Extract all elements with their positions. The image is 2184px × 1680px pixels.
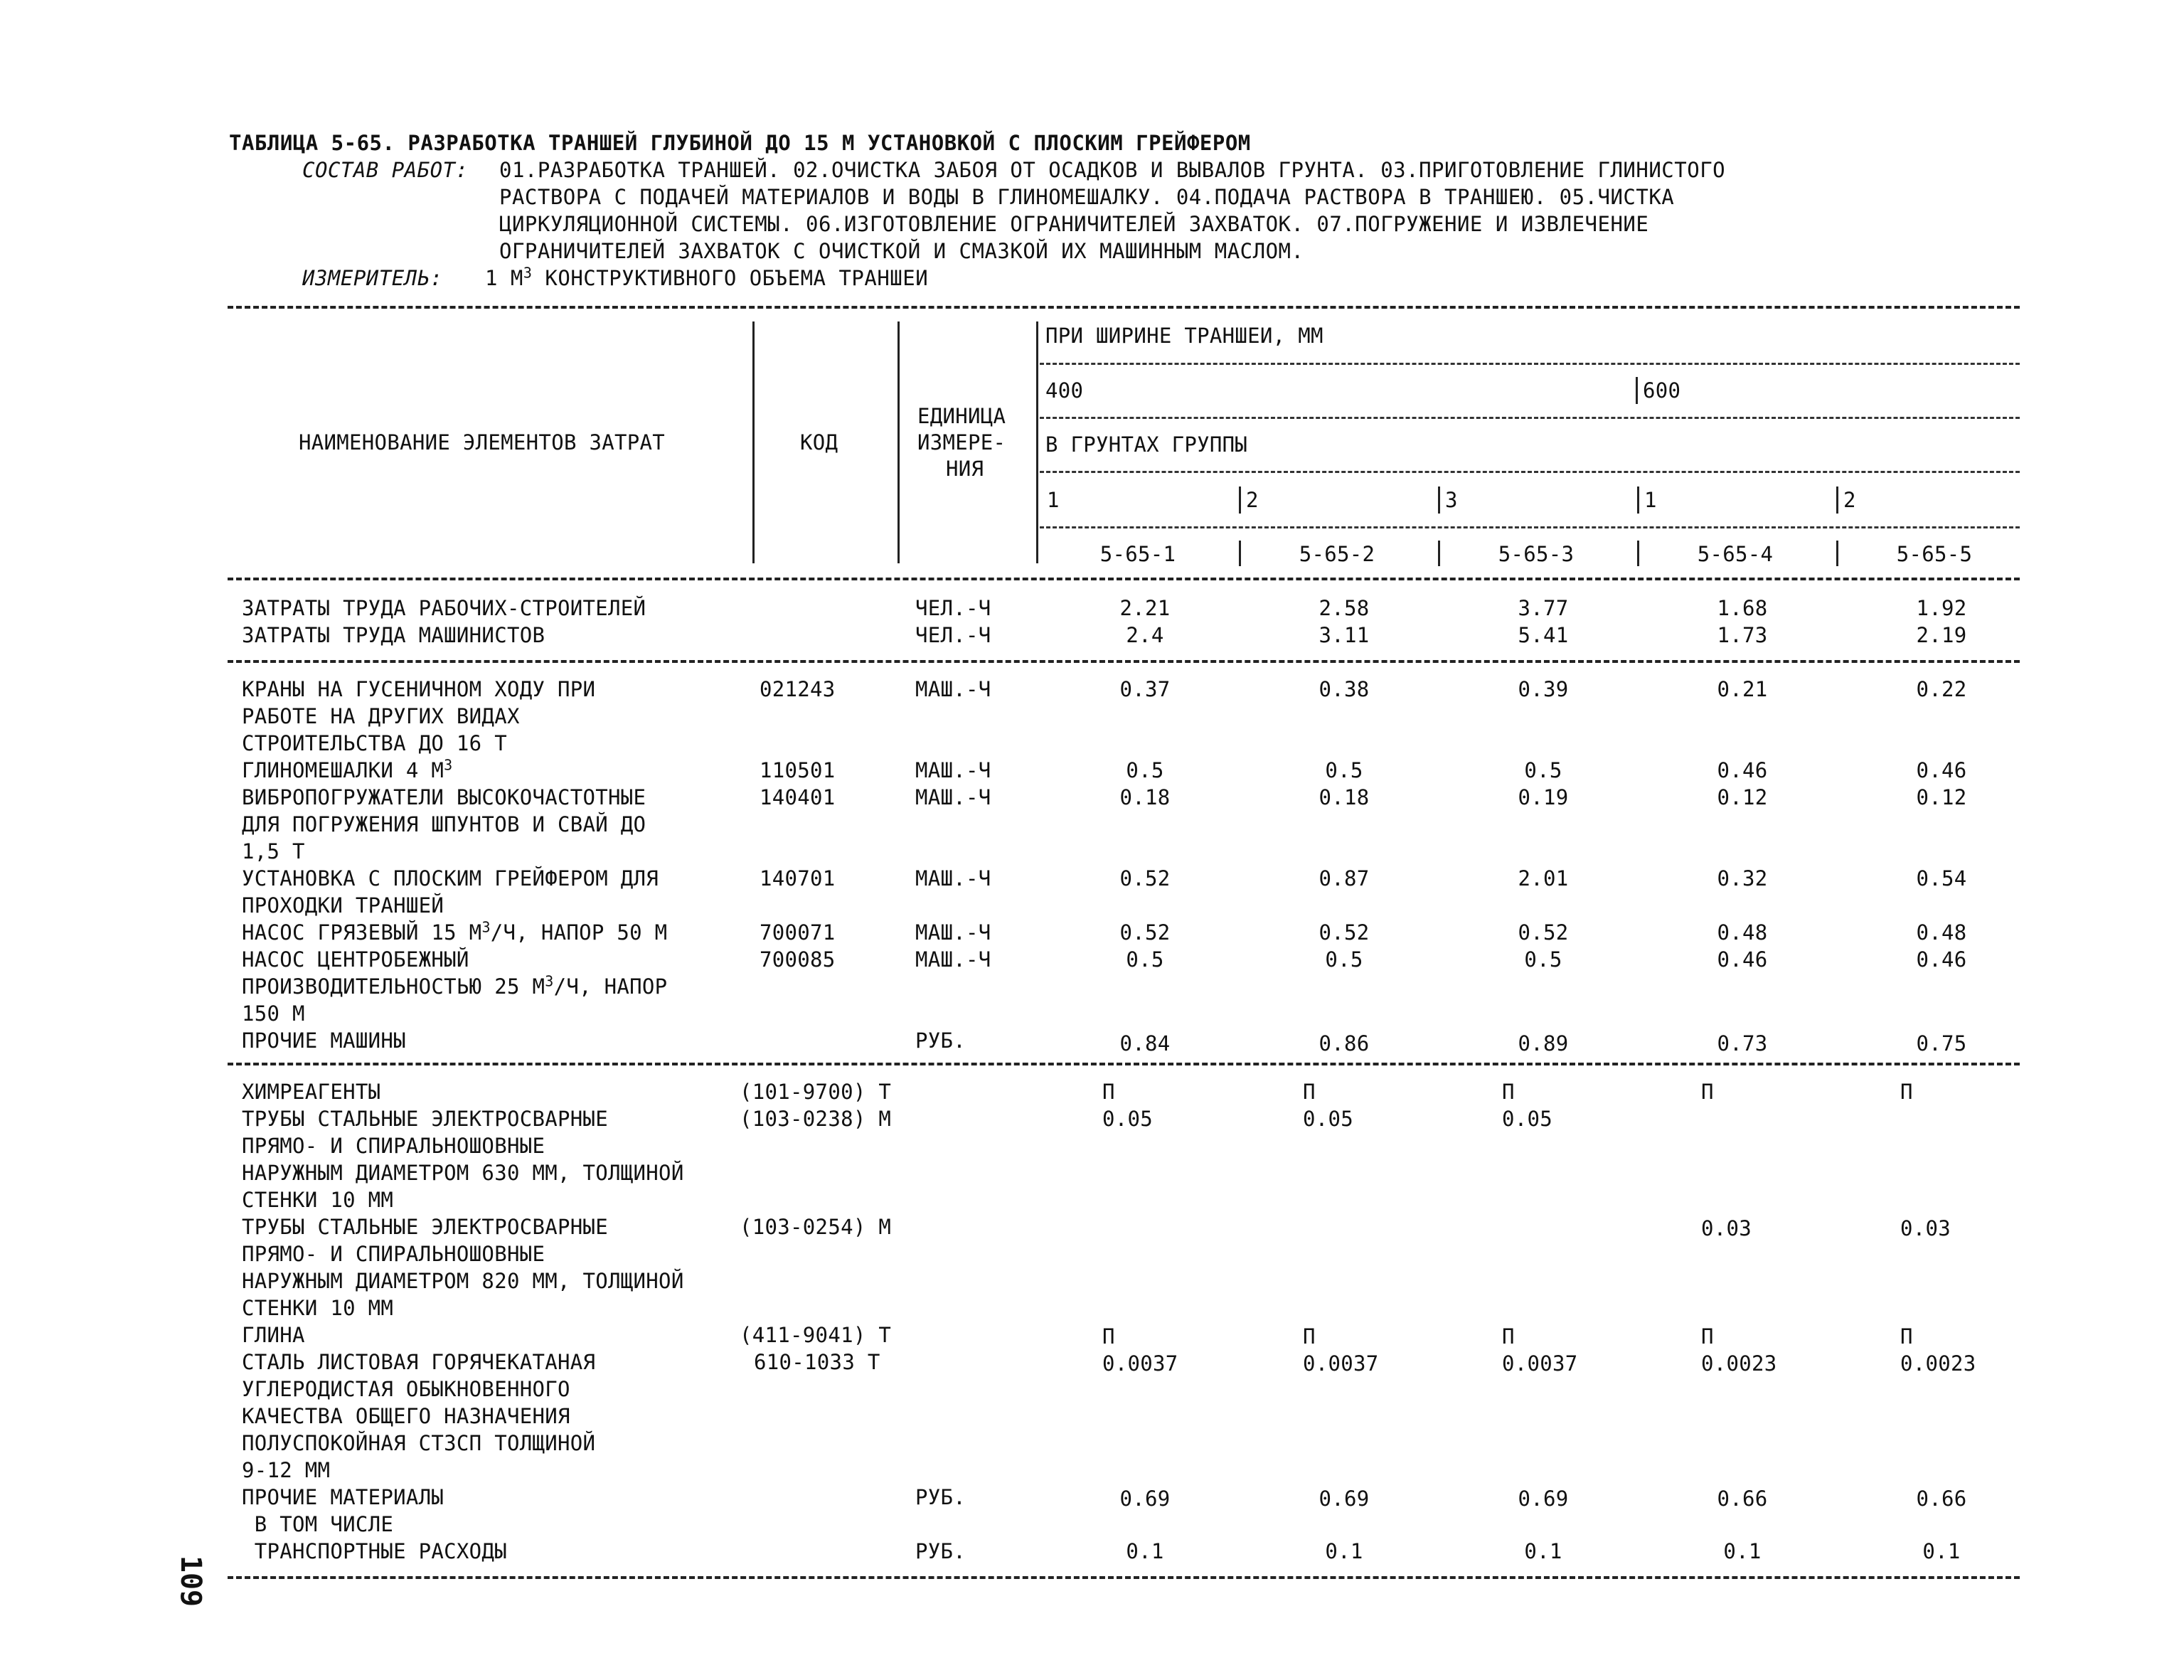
mudpump-unit: МАШ.-Ч <box>915 920 991 945</box>
code-col-1: 5-65-1 <box>1099 542 1176 566</box>
vline-g5 <box>1836 487 1838 514</box>
steel-l2: УГЛЕРОДИСТАЯ ОБЫКНОВЕННОГО <box>242 1377 570 1401</box>
labor-name-2: ЗАТРАТЫ ТРУДА МАШИНИСТОВ <box>242 623 545 647</box>
other-materials-name: ПРОЧИЕ МАТЕРИАЛЫ <box>242 1485 444 1509</box>
pipe630-code: (103-0238) М <box>740 1107 892 1131</box>
mudpump-code: 700071 <box>760 920 836 945</box>
header-w600: 600 <box>1643 378 1681 403</box>
crane-l3: СТРОИТЕЛЬСТВА ДО 16 Т <box>242 731 507 755</box>
rule-h3 <box>1040 471 2020 473</box>
composition-label: СОСТАВ РАБОТ: <box>302 158 469 182</box>
pipe820-l3: НАРУЖНЫМ ДИАМЕТРОМ 820 ММ, ТОЛЩИНОЙ <box>242 1269 684 1293</box>
centpump-unit: МАШ.-Ч <box>915 947 991 972</box>
chem-code: (101-9700) Т <box>740 1080 892 1104</box>
steel-v1: 0.0037 <box>1102 1351 1178 1376</box>
steel-l1: СТАЛЬ ЛИСТОВАЯ ГОРЯЧЕКАТАНАЯ <box>242 1350 596 1374</box>
pipe820-l2: ПРЯМО- И СПИРАЛЬНОШОВНЫЕ <box>242 1242 545 1266</box>
crane-l1: КРАНЫ НА ГУСЕНИЧНОМ ХОДУ ПРИ <box>242 677 596 701</box>
chem-v1: П <box>1102 1080 1115 1104</box>
crane-v4: 0.21 <box>1717 677 1768 701</box>
group-1: 1 <box>1047 488 1060 512</box>
mudpump-name: НАСОС ГРЯЗЕВЫЙ 15 $М^3/Ч$, НАПОР 50 М <box>242 918 668 945</box>
transport-v1: 0.1 <box>1126 1539 1164 1563</box>
other-machines-v3: 0.89 <box>1518 1031 1569 1056</box>
meter-value: 1 $М^3$ КОНСТРУКТИВНОГО ОБЪЕМА ТРАНШЕИ <box>485 264 929 290</box>
chem-name: ХИМРЕАГЕНТЫ <box>242 1080 381 1104</box>
header-unit-2: ИЗМЕРЕ- <box>917 430 1006 454</box>
vibro-v5: 0.12 <box>1916 785 1967 809</box>
group-5: 2 <box>1843 488 1856 512</box>
labor-v1-1: 2.21 <box>1119 596 1171 620</box>
centpump-v3: 0.5 <box>1524 947 1562 972</box>
other-materials-v3: 0.69 <box>1518 1487 1569 1511</box>
steel-v5: 0.0023 <box>1900 1351 1976 1376</box>
rule-h4 <box>1040 526 2020 528</box>
pipe630-v2: 0.05 <box>1303 1107 1354 1131</box>
pipe820-v5: 0.03 <box>1900 1216 1951 1240</box>
centpump-l3: 150 М <box>242 1001 305 1026</box>
grab-v2: 0.87 <box>1319 866 1370 890</box>
chem-v4: П <box>1701 1080 1714 1104</box>
centpump-code: 700085 <box>760 947 836 972</box>
mixer-unit: МАШ.-Ч <box>915 758 991 782</box>
labor-unit-2: ЧЕЛ.-Ч <box>915 623 991 647</box>
vline-1 <box>752 321 755 563</box>
other-machines-v1: 0.84 <box>1119 1031 1171 1056</box>
chem-v5: П <box>1900 1080 1913 1104</box>
transport-v4: 0.1 <box>1723 1539 1762 1563</box>
centpump-v5: 0.46 <box>1916 947 1967 972</box>
vline-2 <box>897 321 900 563</box>
pipe820-code: (103-0254) М <box>740 1215 892 1239</box>
other-materials-v1: 0.69 <box>1119 1487 1171 1511</box>
chem-v3: П <box>1502 1080 1515 1104</box>
vibro-unit: МАШ.-Ч <box>915 785 991 809</box>
rule-after-header <box>228 578 2020 580</box>
centpump-v4: 0.46 <box>1717 947 1768 972</box>
clay-v1: П <box>1102 1324 1115 1349</box>
pipe630-l2: ПРЯМО- И СПИРАЛЬНОШОВНЫЕ <box>242 1134 545 1158</box>
centpump-l1: НАСОС ЦЕНТРОБЕЖНЫЙ <box>242 947 469 972</box>
steel-v3: 0.0037 <box>1502 1351 1578 1376</box>
page-number: 109 <box>174 1555 208 1607</box>
grab-v5: 0.54 <box>1916 866 1967 890</box>
clay-name: ГЛИНА <box>242 1323 305 1347</box>
labor-v1-5: 1.92 <box>1916 596 1967 620</box>
crane-v3: 0.39 <box>1518 677 1569 701</box>
transport-v2: 0.1 <box>1325 1539 1363 1563</box>
mudpump-v1: 0.52 <box>1119 920 1171 945</box>
composition-line-3: ЦИРКУЛЯЦИОННОЙ СИСТЕМЫ. 06.ИЗГОТОВЛЕНИЕ ОГРАНИЧИТЕЛЕЙ ЗАХВАТОК. 07.ПОГРУЖЕНИЕ И ИЗВЛЕЧЕНИЕ <box>499 212 1649 236</box>
composition-line-4: ОГРАНИЧИТЕЛЕЙ ЗАХВАТОК С ОЧИСТКОЙ И СМАЗКОЙ ИХ МАШИННЫМ МАСЛОМ. <box>499 239 1304 263</box>
composition-line-2: РАСТВОРА С ПОДАЧЕЙ МАТЕРИАЛОВ И ВОДЫ В ГЛИНОМЕШАЛКУ. 04.ПОДАЧА РАСТВОРА В ТРАНШЕЮ. 05.ЧИСТКА <box>499 185 1675 209</box>
group-3: 3 <box>1445 488 1458 512</box>
pipe630-l3: НАРУЖНЫМ ДИАМЕТРОМ 630 ММ, ТОЛЩИНОЙ <box>242 1161 684 1185</box>
header-code: КОД <box>800 430 838 454</box>
mudpump-v2: 0.52 <box>1319 920 1370 945</box>
rule-after-labor <box>228 660 2020 663</box>
labor-v2-4: 1.73 <box>1717 623 1768 647</box>
header-soil: В ГРУНТАХ ГРУППЫ <box>1045 432 1248 457</box>
code-col-2: 5-65-2 <box>1299 542 1375 566</box>
labor-v1-3: 3.77 <box>1518 596 1569 620</box>
other-materials-unit: РУБ. <box>915 1485 966 1509</box>
vibro-l1: ВИБРОПОГРУЖАТЕЛИ ВЫСОКОЧАСТОТНЫЕ <box>242 785 646 809</box>
labor-v2-1: 2.4 <box>1126 623 1164 647</box>
steel-code: 610-1033 Т <box>754 1350 880 1374</box>
vline-c4 <box>1637 541 1639 566</box>
steel-l5: 9-12 ММ <box>242 1458 331 1482</box>
pipe820-v4: 0.03 <box>1701 1216 1752 1240</box>
mixer-v2: 0.5 <box>1325 758 1363 782</box>
crane-l2: РАБОТЕ НА ДРУГИХ ВИДАХ <box>242 704 520 728</box>
vline-c5 <box>1836 541 1838 566</box>
labor-unit-1: ЧЕЛ.-Ч <box>915 596 991 620</box>
grab-v1: 0.52 <box>1119 866 1171 890</box>
vibro-v3: 0.19 <box>1518 785 1569 809</box>
clay-v3: П <box>1502 1324 1515 1349</box>
labor-v2-3: 5.41 <box>1518 623 1569 647</box>
mixer-code: 110501 <box>760 758 836 782</box>
mixer-name: ГЛИНОМЕШАЛКИ 4 $М^3$ <box>242 756 453 782</box>
transport-v5: 0.1 <box>1922 1539 1961 1563</box>
other-machines-v2: 0.86 <box>1319 1031 1370 1056</box>
grab-unit: МАШ.-Ч <box>915 866 991 890</box>
other-materials-v5: 0.66 <box>1916 1487 1967 1511</box>
labor-v1-4: 1.68 <box>1717 596 1768 620</box>
header-width: ПРИ ШИРИНЕ ТРАНШЕИ, ММ <box>1045 324 1323 348</box>
code-col-3: 5-65-3 <box>1498 542 1575 566</box>
crane-unit: МАШ.-Ч <box>915 677 991 701</box>
pipe630-l1: ТРУБЫ СТАЛЬНЫЕ ЭЛЕКТРОСВАРНЫЕ <box>242 1107 609 1131</box>
centpump-v2: 0.5 <box>1325 947 1363 972</box>
mixer-v1: 0.5 <box>1126 758 1164 782</box>
centpump-v1: 0.5 <box>1126 947 1164 972</box>
rule-after-machines <box>228 1063 2020 1065</box>
vibro-v4: 0.12 <box>1717 785 1768 809</box>
steel-l3: КАЧЕСТВА ОБЩЕГО НАЗНАЧЕНИЯ <box>242 1404 570 1428</box>
group-2: 2 <box>1246 488 1259 512</box>
transport-v3: 0.1 <box>1524 1539 1562 1563</box>
grab-v4: 0.32 <box>1717 866 1768 890</box>
mixer-v3: 0.5 <box>1524 758 1562 782</box>
clay-v4: П <box>1701 1324 1714 1349</box>
vibro-l3: 1,5 Т <box>242 839 305 863</box>
grab-v3: 2.01 <box>1518 866 1569 890</box>
labor-v2-5: 2.19 <box>1916 623 1967 647</box>
code-col-4: 5-65-4 <box>1697 542 1774 566</box>
vline-w600 <box>1636 377 1638 404</box>
vline-g4 <box>1637 487 1639 514</box>
pipe820-l1: ТРУБЫ СТАЛЬНЫЕ ЭЛЕКТРОСВАРНЫЕ <box>242 1215 609 1239</box>
grab-l2: ПРОХОДКИ ТРАНШЕЙ <box>242 893 444 918</box>
mixer-v4: 0.46 <box>1717 758 1768 782</box>
vline-g3 <box>1438 487 1440 514</box>
crane-code: 021243 <box>760 677 836 701</box>
pipe820-l4: СТЕНКИ 10 ММ <box>242 1296 394 1320</box>
header-unit-1: ЕДИНИЦА <box>917 404 1006 428</box>
clay-v2: П <box>1303 1324 1316 1349</box>
vline-3 <box>1036 321 1038 563</box>
vibro-v2: 0.18 <box>1319 785 1370 809</box>
clay-v5: П <box>1900 1324 1913 1349</box>
other-machines-v4: 0.73 <box>1717 1031 1768 1056</box>
steel-v2: 0.0037 <box>1303 1351 1379 1376</box>
other-materials-v4: 0.66 <box>1717 1487 1768 1511</box>
labor-v1-2: 2.58 <box>1319 596 1370 620</box>
crane-v2: 0.38 <box>1319 677 1370 701</box>
other-materials-v2: 0.69 <box>1319 1487 1370 1511</box>
centpump-l2: ПРОИЗВОДИТЕЛЬНОСТЬЮ 25 $М^3/Ч$, НАПОР <box>242 972 668 999</box>
mixer-v5: 0.46 <box>1916 758 1967 782</box>
vline-c3 <box>1438 541 1440 566</box>
mudpump-v5: 0.48 <box>1916 920 1967 945</box>
group-4: 1 <box>1644 488 1657 512</box>
meter-label: ИЗМЕРИТЕЛЬ: <box>302 266 443 290</box>
header-name: НАИМЕНОВАНИЕ ЭЛЕМЕНТОВ ЗАТРАТ <box>299 430 666 454</box>
header-unit-3: НИЯ <box>946 457 984 481</box>
mudpump-v4: 0.48 <box>1717 920 1768 945</box>
vline-c2 <box>1239 541 1241 566</box>
rule-h2 <box>1040 417 2020 419</box>
grab-code: 140701 <box>760 866 836 890</box>
rule-h1 <box>1040 363 2020 365</box>
transport-name: ТРАНСПОРТНЫЕ РАСХОДЫ <box>242 1539 507 1563</box>
mudpump-v3: 0.52 <box>1518 920 1569 945</box>
vline-g2 <box>1239 487 1241 514</box>
vibro-code: 140401 <box>760 785 836 809</box>
labor-v2-2: 3.11 <box>1319 623 1370 647</box>
other-machines-name: ПРОЧИЕ МАШИНЫ <box>242 1028 406 1053</box>
rule-bottom <box>228 1576 2020 1579</box>
pipe630-v1: 0.05 <box>1102 1107 1154 1131</box>
crane-v5: 0.22 <box>1916 677 1967 701</box>
composition-line-1: 01.РАЗРАБОТКА ТРАНШЕЙ. 02.ОЧИСТКА ЗАБОЯ ОТ ОСАДКОВ И ВЫВАЛОВ ГРУНТА. 03.ПРИГОТОВЛЕНИЕ ГЛИНИСТОГО <box>499 158 1726 182</box>
rule-top <box>228 306 2020 309</box>
vibro-l2: ДЛЯ ПОГРУЖЕНИЯ ШПУНТОВ И СВАЙ ДО <box>242 812 646 836</box>
other-machines-v5: 0.75 <box>1916 1031 1967 1056</box>
clay-code: (411-9041) Т <box>740 1323 892 1347</box>
pipe630-v3: 0.05 <box>1502 1107 1553 1131</box>
incl-name: В ТОМ ЧИСЛЕ <box>242 1512 394 1536</box>
crane-v1: 0.37 <box>1119 677 1171 701</box>
header-w400: 400 <box>1045 378 1084 403</box>
table-title: ТАБЛИЦА 5-65. РАЗРАБОТКА ТРАНШЕЙ ГЛУБИНОЙ ДО 15 М УСТАНОВКОЙ С ПЛОСКИМ ГРЕЙФЕРОМ <box>229 131 1251 155</box>
pipe630-l4: СТЕНКИ 10 ММ <box>242 1188 394 1212</box>
steel-v4: 0.0023 <box>1701 1351 1777 1376</box>
vibro-v1: 0.18 <box>1119 785 1171 809</box>
other-machines-unit: РУБ. <box>915 1028 966 1053</box>
code-col-5: 5-65-5 <box>1896 542 1973 566</box>
transport-unit: РУБ. <box>915 1539 966 1563</box>
chem-v2: П <box>1303 1080 1316 1104</box>
labor-name-1: ЗАТРАТЫ ТРУДА РАБОЧИХ-СТРОИТЕЛЕЙ <box>242 596 646 620</box>
steel-l4: ПОЛУСПОКОЙНАЯ СТ3СП ТОЛЩИНОЙ <box>242 1431 596 1455</box>
grab-l1: УСТАНОВКА С ПЛОСКИМ ГРЕЙФЕРОМ ДЛЯ <box>242 866 659 890</box>
